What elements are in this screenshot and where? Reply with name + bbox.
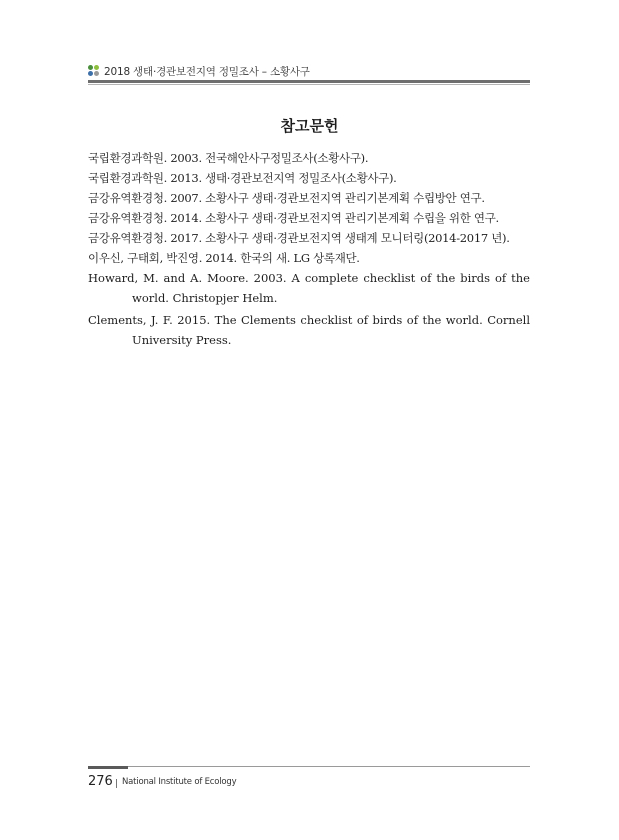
- reference-item: 금강유역환경청. 2007. 소황사구 생태·경관보전지역 관리기본계획 수립방안 연구.: [88, 191, 485, 205]
- logo-dot: [88, 71, 93, 76]
- footer-rule: [88, 766, 530, 767]
- logo-dot: [88, 65, 93, 70]
- reference-item: Howard, M. and A. Moore. 2003. A complete checklist of the birds of the world. Christopjer Helm.: [88, 271, 530, 305]
- reference-item: 이우신, 구태회, 박진영. 2014. 한국의 새. LG 상록재단.: [88, 251, 360, 265]
- logo-dot: [94, 71, 99, 76]
- logo-dot: [94, 65, 99, 70]
- reference-item: 국립환경과학원. 2003. 전국해안사구정밀조사(소황사구).: [88, 151, 369, 165]
- page-number: 276: [88, 774, 113, 789]
- reference-item: 금강유역환경청. 2014. 소황사구 생태·경관보전지역 관리기본계획 수립을 위한 연구.: [88, 211, 499, 225]
- reference-list: [88, 148, 530, 352]
- institute-logo-icon: [88, 65, 100, 77]
- page-footer: [88, 766, 530, 796]
- running-title: 2018 생태·경관보전지역 정밀조사 – 소황사구: [104, 66, 310, 78]
- footer-separator: [116, 779, 117, 788]
- header-rule-thin: [88, 84, 530, 85]
- reference-item: Clements, J. F. 2015. The Clements checklist of birds of the world. Cornell University Press.: [88, 313, 530, 347]
- header-rule: [88, 80, 530, 83]
- section-title: 참고문헌: [280, 117, 339, 135]
- publisher-name: National Institute of Ecology: [122, 777, 237, 787]
- footer-rule-accent: [88, 766, 128, 769]
- running-header: [88, 62, 530, 82]
- reference-item: 국립환경과학원. 2013. 생태·경관보전지역 정밀조사(소황사구).: [88, 171, 397, 185]
- reference-item: 금강유역환경청. 2017. 소황사구 생태·경관보전지역 생태계 모니터링(2014-2017 년).: [88, 231, 510, 245]
